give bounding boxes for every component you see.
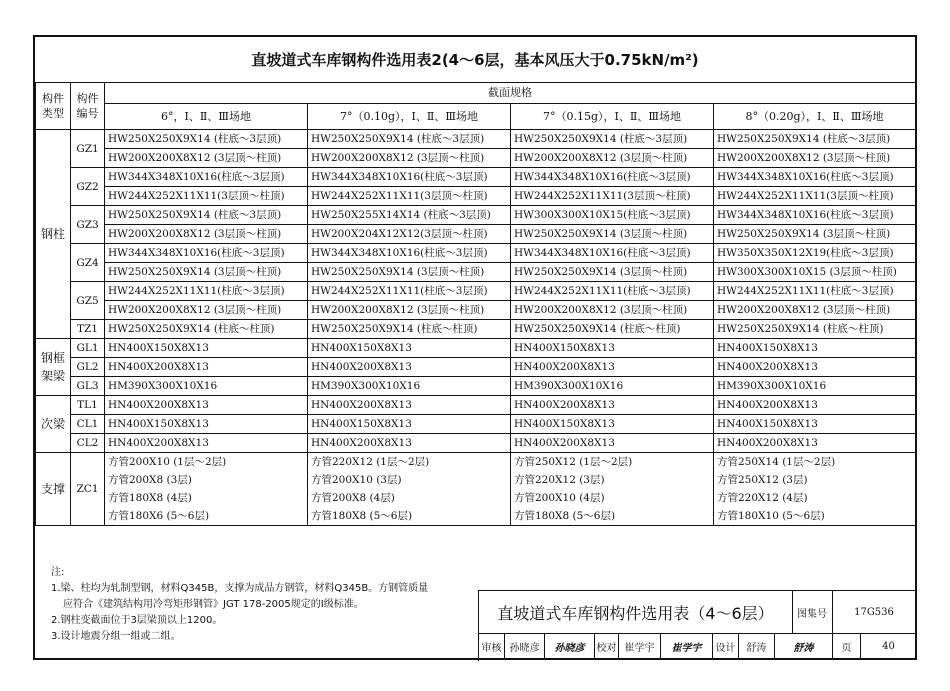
table-row (36, 168, 916, 187)
cell: HW250X250X9X14 (3层顶～柱顶) (511, 263, 714, 282)
cell: HN400X200X8X13 (714, 396, 916, 415)
header-row-1 (36, 83, 916, 104)
cell: HW344X348X10X16(柱底～3层顶) (511, 244, 714, 263)
table-row (36, 225, 916, 244)
category-secondary-beam: 次梁 (36, 396, 71, 453)
note-3: 3.设计地震分组一组或二组。 (51, 631, 181, 642)
cell: HN400X150X8X13 (511, 415, 714, 434)
cell: HW200X200X8X12 (3层顶～柱顶) (714, 149, 916, 168)
table-row (36, 282, 916, 301)
cell: 方管180X8 (4层) (105, 489, 308, 507)
table-row (36, 339, 916, 358)
cell: 方管250X12 (1层～2层) (511, 453, 714, 472)
cell: HW244X252X11X11(柱底～3层顶) (511, 282, 714, 301)
cell: HN400X200X8X13 (308, 434, 511, 453)
code-gz1: GZ1 (71, 130, 105, 168)
check-label: 校对 (595, 633, 619, 659)
designer-name: 舒涛 (739, 633, 775, 659)
cell: HW200X200X8X12 (3层顶～柱顶) (105, 301, 308, 320)
code-cl2: CL2 (71, 434, 105, 453)
cell: HW200X200X8X12 (3层顶～柱顶) (511, 301, 714, 320)
cell: HM390X300X10X16 (714, 377, 916, 396)
notes (51, 565, 428, 645)
cell: HW244X252X11X11(柱底～3层顶) (105, 282, 308, 301)
notes-label: 注: (51, 567, 65, 578)
cell: HW300X300X10X15 (3层顶～柱顶) (714, 263, 916, 282)
table-row (36, 320, 916, 339)
category-steel-column: 钢柱 (36, 130, 71, 339)
cell: HW244X252X11X11(柱底～3层顶) (308, 282, 511, 301)
cell: HN400X200X8X13 (511, 396, 714, 415)
cell: HW250X250X9X14 (柱底～柱顶) (714, 320, 916, 339)
page-label: 页 (833, 633, 861, 659)
cell: 方管200X8 (3层) (105, 471, 308, 489)
title-block-title: 直坡道式车库钢构件选用表（4～6层） (479, 591, 793, 634)
cell: HN400X150X8X13 (714, 415, 916, 434)
header-col-2: 7°（0.10g），Ⅰ、Ⅱ、Ⅲ场地 (308, 104, 511, 130)
cell: HW244X252X11X11(3层顶～柱顶) (714, 187, 916, 206)
code-gz4: GZ4 (71, 244, 105, 282)
cell: HW250X250X9X14 (柱底～3层顶) (308, 130, 511, 149)
code-gl1: GL1 (71, 339, 105, 358)
cell: HN400X200X8X13 (105, 396, 308, 415)
drawing-frame (33, 35, 917, 660)
cell: HM390X300X10X16 (105, 377, 308, 396)
cell: 方管220X12 (4层) (714, 489, 916, 507)
checker-signature: 崔学宇 (661, 633, 713, 659)
cell: HW250X250X9X14 (柱底～3层顶) (105, 206, 308, 225)
cell: HW250X250X9X14 (3层顶～柱顶) (511, 225, 714, 244)
cell: HW344X348X10X16(柱底～3层顶) (714, 168, 916, 187)
table-row (36, 377, 916, 396)
cell: 方管180X6 (5～6层) (105, 507, 308, 526)
header-col-4: 8°（0.20g），Ⅰ、Ⅱ、Ⅲ场地 (714, 104, 916, 130)
cell: HN400X150X8X13 (105, 415, 308, 434)
header-col-1: 6°，Ⅰ、Ⅱ、Ⅲ场地 (105, 104, 308, 130)
header-row-2 (36, 104, 916, 130)
cell: HW250X250X9X14 (柱底～3层顶) (511, 130, 714, 149)
cell: 方管200X10 (3层) (308, 471, 511, 489)
cell: HW250X250X9X14 (柱底～柱顶) (105, 320, 308, 339)
cell: HW344X348X10X16(柱底～3层顶) (714, 206, 916, 225)
cell: HW250X250X9X14 (柱底～3层顶) (105, 130, 308, 149)
cell: HN400X200X8X13 (511, 358, 714, 377)
code-cl1: CL1 (71, 415, 105, 434)
cell: HW200X200X8X12 (3层顶～柱顶) (511, 149, 714, 168)
cell: HN400X200X8X13 (308, 396, 511, 415)
header-code: 构件编号 (71, 83, 105, 130)
code-tl1: TL1 (71, 396, 105, 415)
table-row (36, 358, 916, 377)
header-type: 构件类型 (36, 83, 71, 130)
cell: HN400X200X8X13 (714, 358, 916, 377)
table-row (36, 489, 916, 507)
cell: 方管200X10 (1层～2层) (105, 453, 308, 472)
cell: HW250X250X9X14 (3层顶～柱顶) (308, 263, 511, 282)
cell: HN400X150X8X13 (105, 339, 308, 358)
atlas-number: 17G536 (833, 591, 915, 634)
note-2: 2.钢柱变截面位于3层梁顶以上1200。 (51, 615, 223, 626)
code-gz5: GZ5 (71, 282, 105, 320)
cell: HW344X348X10X16(柱底～3层顶) (105, 244, 308, 263)
cell: HM390X300X10X16 (511, 377, 714, 396)
cell: HW250X250X9X14 (3层顶～柱顶) (105, 263, 308, 282)
cell: HN400X150X8X13 (511, 339, 714, 358)
header-section: 截面规格 (105, 83, 916, 104)
cell: HN400X200X8X13 (714, 434, 916, 453)
review-label: 审核 (479, 633, 505, 659)
table-row (36, 507, 916, 526)
table-row (36, 187, 916, 206)
table-row (36, 453, 916, 472)
cell: 方管250X14 (1层～2层) (714, 453, 916, 472)
cell: HW344X348X10X16(柱底～3层顶) (308, 244, 511, 263)
cell: HW200X200X8X12 (3层顶～柱顶) (308, 149, 511, 168)
cell: HW244X252X11X11(3层顶～柱顶) (105, 187, 308, 206)
cell: 方管200X8 (4层) (308, 489, 511, 507)
cell: HW344X348X10X16(柱底～3层顶) (105, 168, 308, 187)
checker-name: 崔学宇 (619, 633, 661, 659)
cell: HW344X348X10X16(柱底～3层顶) (308, 168, 511, 187)
cell: HW200X200X8X12 (3层顶～柱顶) (308, 301, 511, 320)
designer-signature: 舒涛 (775, 633, 833, 659)
cell: HW350X350X12X19(柱底～3层顶) (714, 244, 916, 263)
category-brace: 支撑 (36, 453, 71, 526)
atlas-label: 图集号 (792, 591, 833, 634)
cell: HW244X252X11X11(柱底～3层顶) (714, 282, 916, 301)
table-row (36, 434, 916, 453)
cell: HW250X250X9X14 (柱底～3层顶) (714, 130, 916, 149)
header-col-3: 7°（0.15g），Ⅰ、Ⅱ、Ⅲ场地 (511, 104, 714, 130)
cell: 方管250X12 (3层) (714, 471, 916, 489)
note-1b: 应符合《建筑结构用冷弯矩形钢管》JGT 178-2005规定的Ⅰ级标准。 (63, 599, 364, 610)
code-zc1: ZC1 (71, 453, 105, 526)
page-number: 40 (882, 640, 895, 652)
component-table (35, 82, 916, 526)
table-row (36, 149, 916, 168)
cell: 方管180X8 (5～6层) (308, 507, 511, 526)
cell: HW250X250X9X14 (柱底～柱顶) (511, 320, 714, 339)
table-row (36, 244, 916, 263)
code-gl3: GL3 (71, 377, 105, 396)
cell: HN400X200X8X13 (105, 434, 308, 453)
table-row (36, 301, 916, 320)
table-row (36, 263, 916, 282)
cell: HW200X204X12X12(3层顶～柱顶) (308, 225, 511, 244)
title-block (478, 590, 916, 661)
cell: HN400X200X8X13 (308, 358, 511, 377)
category-frame-beam: 钢框架梁 (36, 339, 71, 396)
cell: HN400X150X8X13 (308, 339, 511, 358)
cell: 方管180X10 (5～6层) (714, 507, 916, 526)
cell: HW250X250X9X14 (3层顶～柱顶) (714, 225, 916, 244)
cell: 方管200X10 (4层) (511, 489, 714, 507)
cell: 方管220X12 (3层) (511, 471, 714, 489)
cell: HW200X200X8X12 (3层顶～柱顶) (105, 149, 308, 168)
cell: HW244X252X11X11(3层顶～柱顶) (511, 187, 714, 206)
code-tz1: TZ1 (71, 320, 105, 339)
cell: HW250X250X9X14 (柱底～柱顶) (308, 320, 511, 339)
cell: HN400X150X8X13 (308, 415, 511, 434)
reviewer-name: 孙晓彦 (505, 633, 545, 659)
table-row (36, 415, 916, 434)
code-gz3: GZ3 (71, 206, 105, 244)
table-title: 直坡道式车库钢构件选用表2(4～6层，基本风压大于0.75kN/m²) (35, 37, 915, 83)
code-gz2: GZ2 (71, 168, 105, 206)
code-gl2: GL2 (71, 358, 105, 377)
cell: HN400X200X8X13 (511, 434, 714, 453)
table-row (36, 130, 916, 149)
cell: HW300X300X10X15(柱底～3层顶) (511, 206, 714, 225)
cell: HW344X348X10X16(柱底～3层顶) (511, 168, 714, 187)
cell: HW244X252X11X11(3层顶～柱顶) (308, 187, 511, 206)
cell: HW200X200X8X12 (3层顶～柱顶) (714, 301, 916, 320)
signature-row (479, 633, 916, 659)
cell: HM390X300X10X16 (308, 377, 511, 396)
cell: HN400X150X8X13 (714, 339, 916, 358)
cell: HW200X200X8X12 (3层顶～柱顶) (105, 225, 308, 244)
table-row (36, 471, 916, 489)
cell: 方管220X12 (1层～2层) (308, 453, 511, 472)
table-row (36, 396, 916, 415)
design-label: 设计 (713, 633, 739, 659)
cell: HW250X255X14X14 (柱底～3层顶) (308, 206, 511, 225)
cell: 方管180X8 (5～6层) (511, 507, 714, 526)
cell: HN400X200X8X13 (105, 358, 308, 377)
reviewer-signature: 孙晓彦 (545, 633, 595, 659)
note-1a: 1.梁、柱均为轧制型钢，材料Q345B，支撑为成品方钢管，材料Q345B。方钢管质量 (51, 583, 429, 594)
table-row (36, 206, 916, 225)
